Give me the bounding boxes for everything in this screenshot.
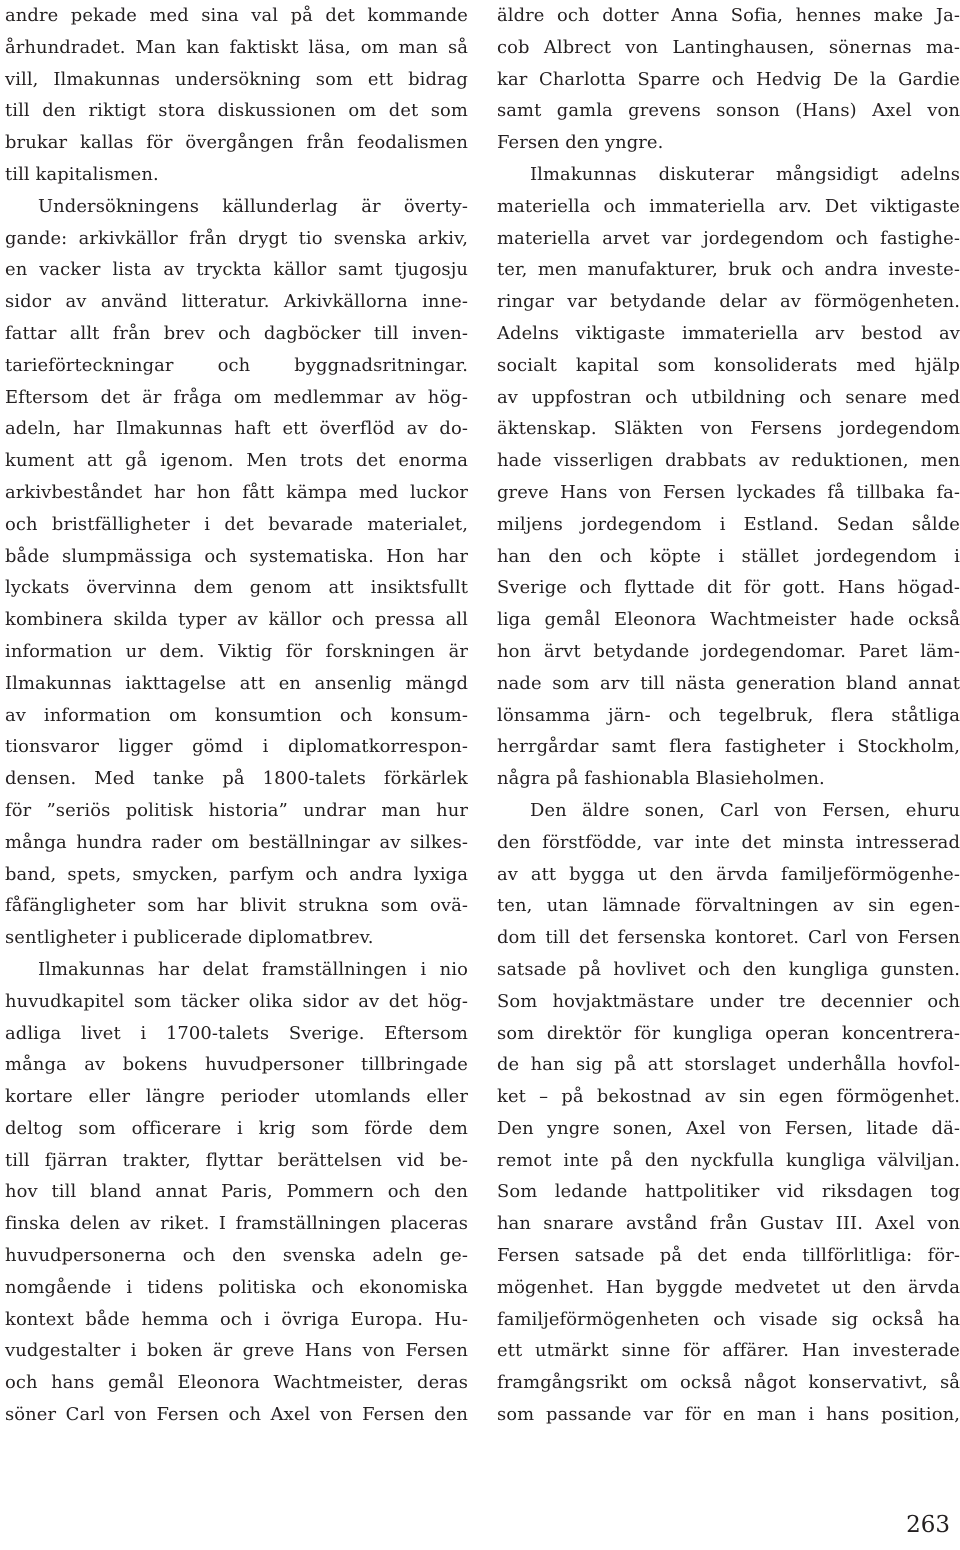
text-line: till fjärran trakter, flyttar berättelsen vid be- (5, 1149, 468, 1171)
text-line: fattar allt från brev och dagböcker till inven- (5, 322, 468, 344)
text-line: hov till bland annat Paris, Pommern och den (5, 1181, 468, 1203)
text-line: brukar kallas för övergången från feodalismen (5, 132, 468, 154)
text-line: materiella och immateriella arv. Det viktigaste (497, 195, 960, 217)
text-line: remot inte på den nyckfulla kungliga välviljan. (497, 1149, 960, 1171)
text-line: århundradet. Man kan faktiskt läsa, om man så (5, 36, 468, 58)
text-line: till den riktigt stora diskussionen om det som (5, 100, 468, 122)
text-line: tionsvaror ligger gömd i diplomatkorrespon- (5, 736, 468, 758)
text-line: samt gamla grevens sonson (Hans) Axel von (497, 100, 960, 122)
text-line: miljens jordegendom i Estland. Sedan sålde (497, 513, 960, 535)
text-line: finska delen av riket. I framställningen placeras (5, 1213, 468, 1235)
text-line: Ilmakunnas iakttagelse att en ansenlig mängd (5, 672, 468, 694)
text-line: sidor av använd litteratur. Arkivkällorna inne- (5, 291, 468, 313)
right-text-column (497, 0, 960, 1431)
text-line: som passande var för en man i hans position, (497, 1404, 960, 1426)
text-line: kontext både hemma och i övriga Europa. Hu- (5, 1308, 468, 1330)
text-line: adliga livet i 1700-talets Sverige. Eftersom (5, 1022, 468, 1044)
text-line: kombinera skilda typer av källor och pressa all (5, 609, 468, 631)
text-line: Fersen satsade på det enda tillförlitliga: för- (497, 1245, 960, 1267)
text-line: ket – på bekostnad av sin egen förmögenhet. (497, 1086, 960, 1108)
text-line: hade visserligen drabbats av reduktionen, men (497, 450, 960, 472)
text-line: Sverige och flyttade dit för gott. Hans högad- (497, 577, 960, 599)
text-line: Fersen den yngre. (497, 132, 664, 154)
text-line: kument att gå igenom. Men trots det enorma (5, 450, 468, 472)
text-line: för ”seriös politisk historia” undrar man hur (5, 799, 468, 821)
text-line: liga gemål Eleonora Wachtmeister hade också (497, 609, 960, 631)
text-line: Adelns viktigaste immateriella arv bestod av (497, 322, 960, 344)
text-line: lönsamma järn- och tegelbruk, flera ståtliga (497, 704, 960, 726)
text-line: tarieförteckningar och byggnadsritningar. (5, 354, 468, 376)
text-line: av information om konsumtion och konsum- (5, 704, 468, 726)
text-line: söner Carl von Fersen och Axel von Fersen den (5, 1404, 468, 1426)
text-line: greve Hans von Fersen lyckades få tillbaka fa- (497, 481, 960, 503)
text-line: cob Albrect von Lantinghausen, sönernas ma- (497, 36, 960, 58)
text-line: till kapitalismen. (5, 163, 159, 185)
text-line: de han sig på att storslaget underhålla hovfol- (497, 1054, 960, 1076)
text-line: sentligheter i publicerade diplomatbrev. (5, 927, 374, 949)
text-line: vill, Ilmakunnas undersökning som ett bidrag (5, 68, 468, 90)
text-line: av att bygga ut den ärvda familjeförmögenhe- (497, 863, 960, 885)
text-line: materiella arvet var jordegendom och fastighe- (497, 227, 960, 249)
text-line: många hundra rader om beställningar av silkes- (5, 831, 468, 853)
text-line: gande: arkivkällor från drygt tio svenska arkiv, (5, 227, 468, 249)
text-line: Den yngre sonen, Axel von Fersen, litade dä- (497, 1117, 960, 1139)
text-line: Som hovjaktmästare under tre decennier och (497, 990, 960, 1012)
text-line: nade som arv till nästa generation bland annat (497, 672, 960, 694)
text-line: Den äldre sonen, Carl von Fersen, ehuru (530, 799, 960, 821)
text-line: och bristfälligheter i det bevarade materialet, (5, 513, 468, 535)
text-line: deltog som officerare i krig som förde dem (5, 1117, 468, 1139)
text-line: socialt kapital som konsoliderats med hjälp (497, 354, 960, 376)
text-line: densen. Med tanke på 1800-talets förkärlek (5, 768, 468, 790)
text-line: Som ledande hattpolitiker vid riksdagen tog (497, 1181, 960, 1203)
text-line: familjeförmögenheten och visade sig också ha (497, 1308, 960, 1330)
text-line: en vacker lista av tryckta källor samt tjugosju (5, 259, 468, 281)
text-line: ett utmärkt sinne för affärer. Han investerade (497, 1340, 960, 1362)
text-line: både slumpmässiga och systematiska. Hon har (5, 545, 468, 567)
left-text-column (5, 0, 468, 1431)
text-line: äldre och dotter Anna Sofia, hennes make Ja- (497, 5, 960, 26)
text-line: dom till det fersenska kontoret. Carl von Fersen (497, 927, 960, 949)
text-line: arkivbeståndet har hon fått kämpa med luckor (5, 481, 468, 503)
text-line: huvudkapitel som täcker olika sidor av det hög- (5, 990, 468, 1012)
text-line: adeln, har Ilmakunnas haft ett överflöd av do- (5, 418, 468, 440)
text-line: som direktör för kungliga operan koncentrera- (497, 1022, 960, 1044)
text-line: vudgestalter i boken är greve Hans von Fersen (5, 1340, 468, 1362)
text-line: huvudpersonerna och den svenska adeln ge- (5, 1245, 468, 1267)
text-line: lyckats övervinna dem genom att insiktsfullt (5, 577, 468, 599)
text-line: mögenhet. Han byggde medvetet ut den ärvda (497, 1276, 960, 1298)
text-line: band, spets, smycken, parfym och andra lyxiga (5, 863, 468, 885)
text-line: Ilmakunnas diskuterar mångsidigt adelns (530, 163, 960, 185)
text-line: andre pekade med sina val på det kommande (5, 5, 468, 26)
text-line: den förstfödde, var inte det minsta intresserad (497, 831, 960, 853)
text-line: information ur dem. Viktig för forskningen är (5, 640, 468, 662)
text-line: och hans gemål Eleonora Wachtmeister, deras (5, 1372, 468, 1394)
text-line: av uppfostran och utbildning och senare med (497, 386, 960, 408)
text-line: hon ärvt betydande jordegendomar. Paret läm- (497, 640, 960, 662)
text-line: nomgående i tidens politiska och ekonomiska (5, 1276, 468, 1298)
text-line: ringar var betydande delar av förmögenheten. (497, 291, 960, 313)
text-line: Undersökningens källunderlag är överty- (38, 195, 468, 217)
text-line: ten, utan lämnade förvaltningen av sin egen- (497, 895, 960, 917)
text-line: några på fashionabla Blasieholmen. (497, 768, 825, 790)
page-number: 263 (906, 1512, 950, 1538)
text-line: kar Charlotta Sparre och Hedvig De la Gardie (497, 68, 960, 90)
text-line: många av bokens huvudpersoner tillbringade (5, 1054, 468, 1076)
text-line: han den och köpte i stället jordegendom i (497, 545, 960, 567)
text-line: Eftersom det är fråga om medlemmar av hög- (5, 386, 468, 408)
text-line: fåfängligheter som har blivit strukna som ovä- (5, 895, 468, 917)
text-line: satsade på hovlivet och den kungliga gunsten. (497, 958, 960, 980)
text-line: äktenskap. Släkten von Fersens jordegendom (497, 418, 960, 440)
text-line: Ilmakunnas har delat framställningen i nio (38, 958, 468, 980)
text-line: kortare eller längre perioder utomlands eller (5, 1086, 468, 1108)
text-line: herrgårdar samt flera fastigheter i Stockholm, (497, 736, 960, 758)
text-line: framgångsrikt om också något konservativt, så (497, 1372, 960, 1394)
text-line: ter, men manufakturer, bruk och andra investe- (497, 259, 960, 281)
text-line: han snarare avstånd från Gustav III. Axel von (497, 1213, 960, 1235)
